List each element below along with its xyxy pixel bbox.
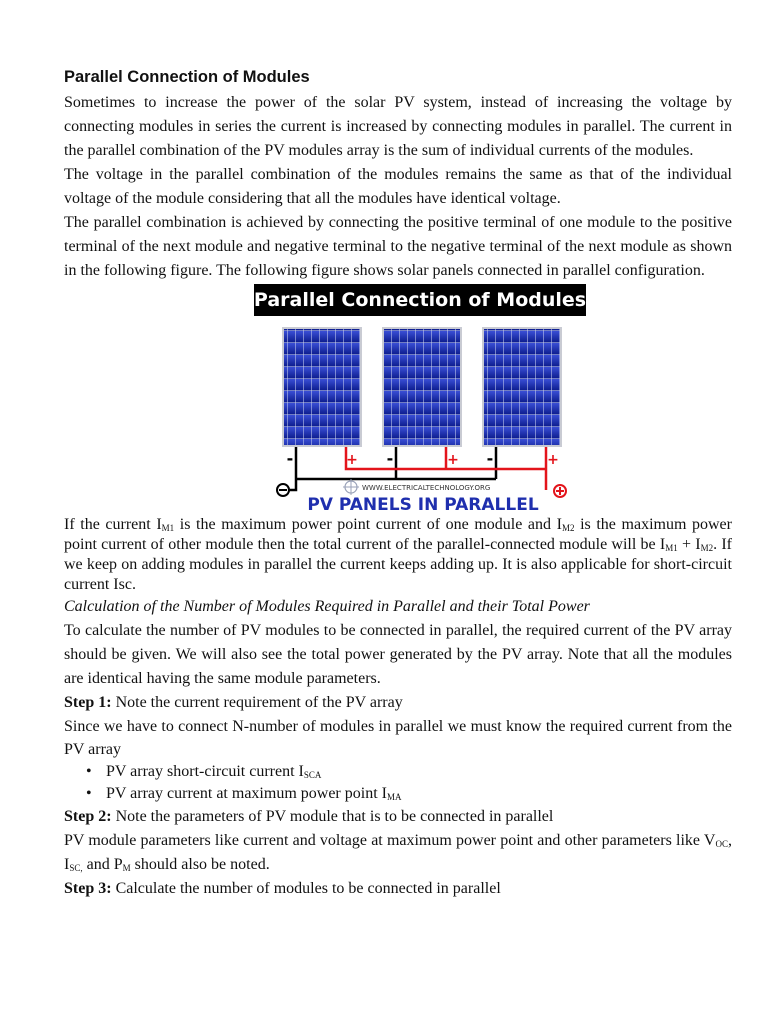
section-heading: Parallel Connection of Modules [64, 68, 310, 86]
list-item: • PV array current at maximum power point $I_{MA}$ [106, 783, 732, 805]
panel-1-positive-label: + [346, 452, 358, 468]
parallel-panels-diagram [0, 283, 768, 515]
step-1: Step 1: Note the current requirement of the PV array [64, 694, 403, 711]
positive-output-terminal [554, 485, 566, 497]
step-3-label: Step 3: [64, 880, 112, 897]
paragraph-connection: The parallel combination is achieved by connecting the positive terminal of one module to the positive terminal of the next module and negative terminal to the negative terminal of the next module as shown in the following figure. The following figure shows solar panels connected in parallel configuration. [64, 214, 732, 279]
solar-panel-3 [482, 327, 562, 447]
figure-banner-text: Parallel Connection of Modules [253, 289, 587, 311]
paragraph-requirement: Since we have to connect N-number of modules in parallel we must know the required current from the PV array [64, 718, 732, 758]
step-2-label: Step 2: [64, 808, 112, 825]
step-1-label: Step 1: [64, 694, 112, 711]
figure-caption: PV PANELS IN PARALLEL [307, 495, 539, 515]
panel-3-negative-label: - [486, 449, 494, 468]
calculation-subheading: Calculation of the Number of Modules Required in Parallel and their Total Power [64, 598, 590, 615]
step-2: Step 2: Note the parameters of PV module that is to be connected in parallel [64, 808, 554, 825]
panel-2-negative-label: - [386, 449, 394, 468]
paragraph-current-sum: If the current $I_{M1}$ is the maximum power point current of one module and $I_{M2}$ is the maximum power point current of other module then the total current of the parallel-connected module will be $I_{M1} + I_{M2}$. If we keep on adding modules in parallel the current keeps adding up. It is also applicable for short-circuit current Isc. [64, 516, 733, 593]
website-watermark: WWW.ELECTRICALTECHNOLOGY.ORG [362, 484, 491, 492]
list-item: • PV array short-circuit current $I_{SCA}$ [106, 761, 732, 783]
document-page [64, 62, 732, 901]
paragraph-calculation: To calculate the number of PV modules to be connected in parallel, the required current of the PV array should be given. We will also see the total power generated by the PV array. Note that all the modules are identical having the same module parameters. [64, 622, 732, 687]
paragraph-module-parameters: PV module parameters like current and voltage at maximum power point and other parameters like $V_{OC}$, $I_{SC,}$ and $P_M$ should also be noted. [64, 832, 732, 873]
paragraph-intro: Sometimes to increase the power of the solar PV system, instead of increasing the voltage by connecting modules in series the current is increased by connecting modules in parallel. The current in the parallel combination of the PV modules array is the sum of individual currents of the modules. [64, 94, 732, 159]
solar-panel-2 [382, 327, 462, 447]
site-logo-icon [343, 479, 359, 495]
panel-2-positive-label: + [447, 452, 459, 468]
paragraph-voltage: The voltage in the parallel combination of the modules remains the same as that of the individual voltage of the module considering that all the modules have identical voltage. [64, 166, 732, 207]
panel-1-negative-label: - [286, 449, 294, 468]
step-3: Step 3: Calculate the number of modules to be connected in parallel [64, 880, 501, 897]
parallel-panels-figure [0, 283, 768, 515]
negative-output-terminal [277, 484, 289, 496]
solar-panel-1 [282, 327, 362, 447]
panel-3-positive-label: + [547, 452, 559, 468]
array-current-list [64, 761, 732, 805]
